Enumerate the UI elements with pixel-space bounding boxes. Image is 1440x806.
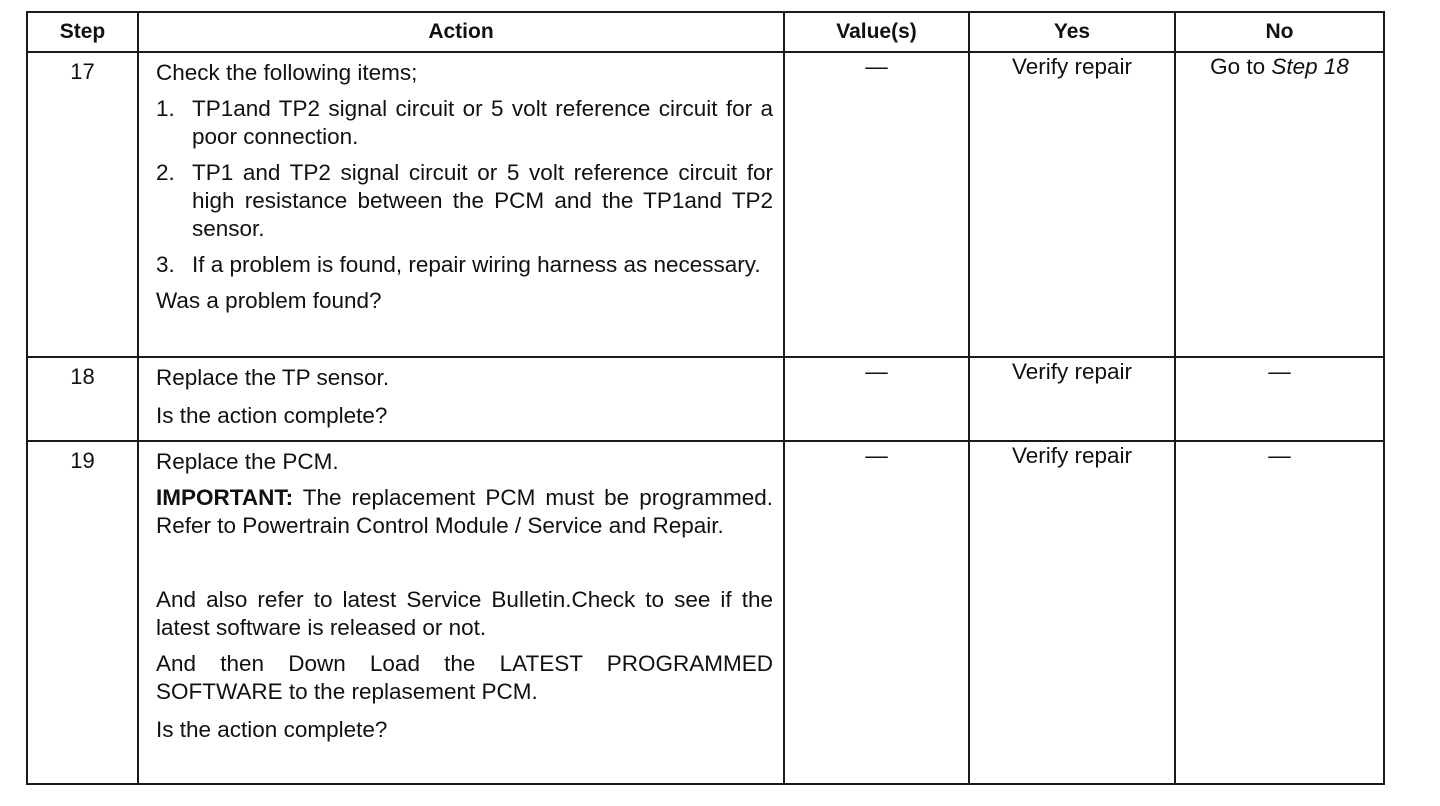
important-note [156, 484, 773, 540]
table-row [27, 52, 1384, 357]
no-cell-prefix: Go to [1210, 54, 1272, 79]
list-item-text: TP1 and TP2 signal circuit or 5 volt reference circuit for high resistance between the PCM and the TP1and TP2 sensor. [192, 160, 773, 241]
step-number: 19 [27, 441, 138, 784]
download-software-note: And then Down Load the LATEST PROGRAMMED SOFTWARE to the replasement PCM. [156, 651, 773, 704]
yes-cell: Verify repair [969, 357, 1175, 441]
list-item [156, 251, 773, 279]
list-item-number: 2. [156, 160, 175, 185]
important-text: The replacement PCM must be programmed. Refer to Powertrain Control Module / Service and Repair. [156, 485, 773, 538]
action-question: Is the action complete? [156, 403, 388, 428]
list-item-number: 3. [156, 252, 175, 277]
header-yes: Yes [969, 12, 1175, 52]
service-bulletin-note: And also refer to latest Service Bulletin.Check to see if the latest software is released or not. [156, 587, 773, 640]
diagnostic-table [26, 11, 1385, 785]
no-cell: — [1175, 441, 1384, 784]
list-item-text: TP1and TP2 signal circuit or 5 volt reference circuit for a poor connection. [192, 96, 773, 149]
step-number: 17 [27, 52, 138, 357]
yes-cell: Verify repair [969, 441, 1175, 784]
header-row [27, 12, 1384, 52]
action-intro: Check the following items; [156, 60, 418, 85]
header-no: No [1175, 12, 1384, 52]
action-cell [138, 357, 784, 441]
header-action: Action [138, 12, 784, 52]
value-cell: — [784, 357, 969, 441]
list-item [156, 95, 773, 151]
action-question: Is the action complete? [156, 717, 388, 742]
check-list [156, 95, 773, 279]
action-cell [138, 52, 784, 357]
list-item-text: If a problem is found, repair wiring harness as necessary. [192, 252, 761, 277]
yes-cell: Verify repair [969, 52, 1175, 357]
list-item [156, 159, 773, 243]
step-reference-link: Step 18 [1271, 54, 1349, 79]
value-cell: — [784, 441, 969, 784]
value-cell: — [784, 52, 969, 357]
step-number: 18 [27, 357, 138, 441]
action-question: Was a problem found? [156, 288, 382, 313]
action-intro: Replace the TP sensor. [156, 365, 390, 390]
no-cell: — [1175, 357, 1384, 441]
header-values: Value(s) [784, 12, 969, 52]
no-cell [1175, 52, 1384, 357]
list-item-number: 1. [156, 96, 175, 121]
action-intro: Replace the PCM. [156, 449, 339, 474]
table-row [27, 357, 1384, 441]
important-label: IMPORTANT: [156, 485, 294, 510]
table-row [27, 441, 1384, 784]
action-cell [138, 441, 784, 784]
header-step: Step [27, 12, 138, 52]
